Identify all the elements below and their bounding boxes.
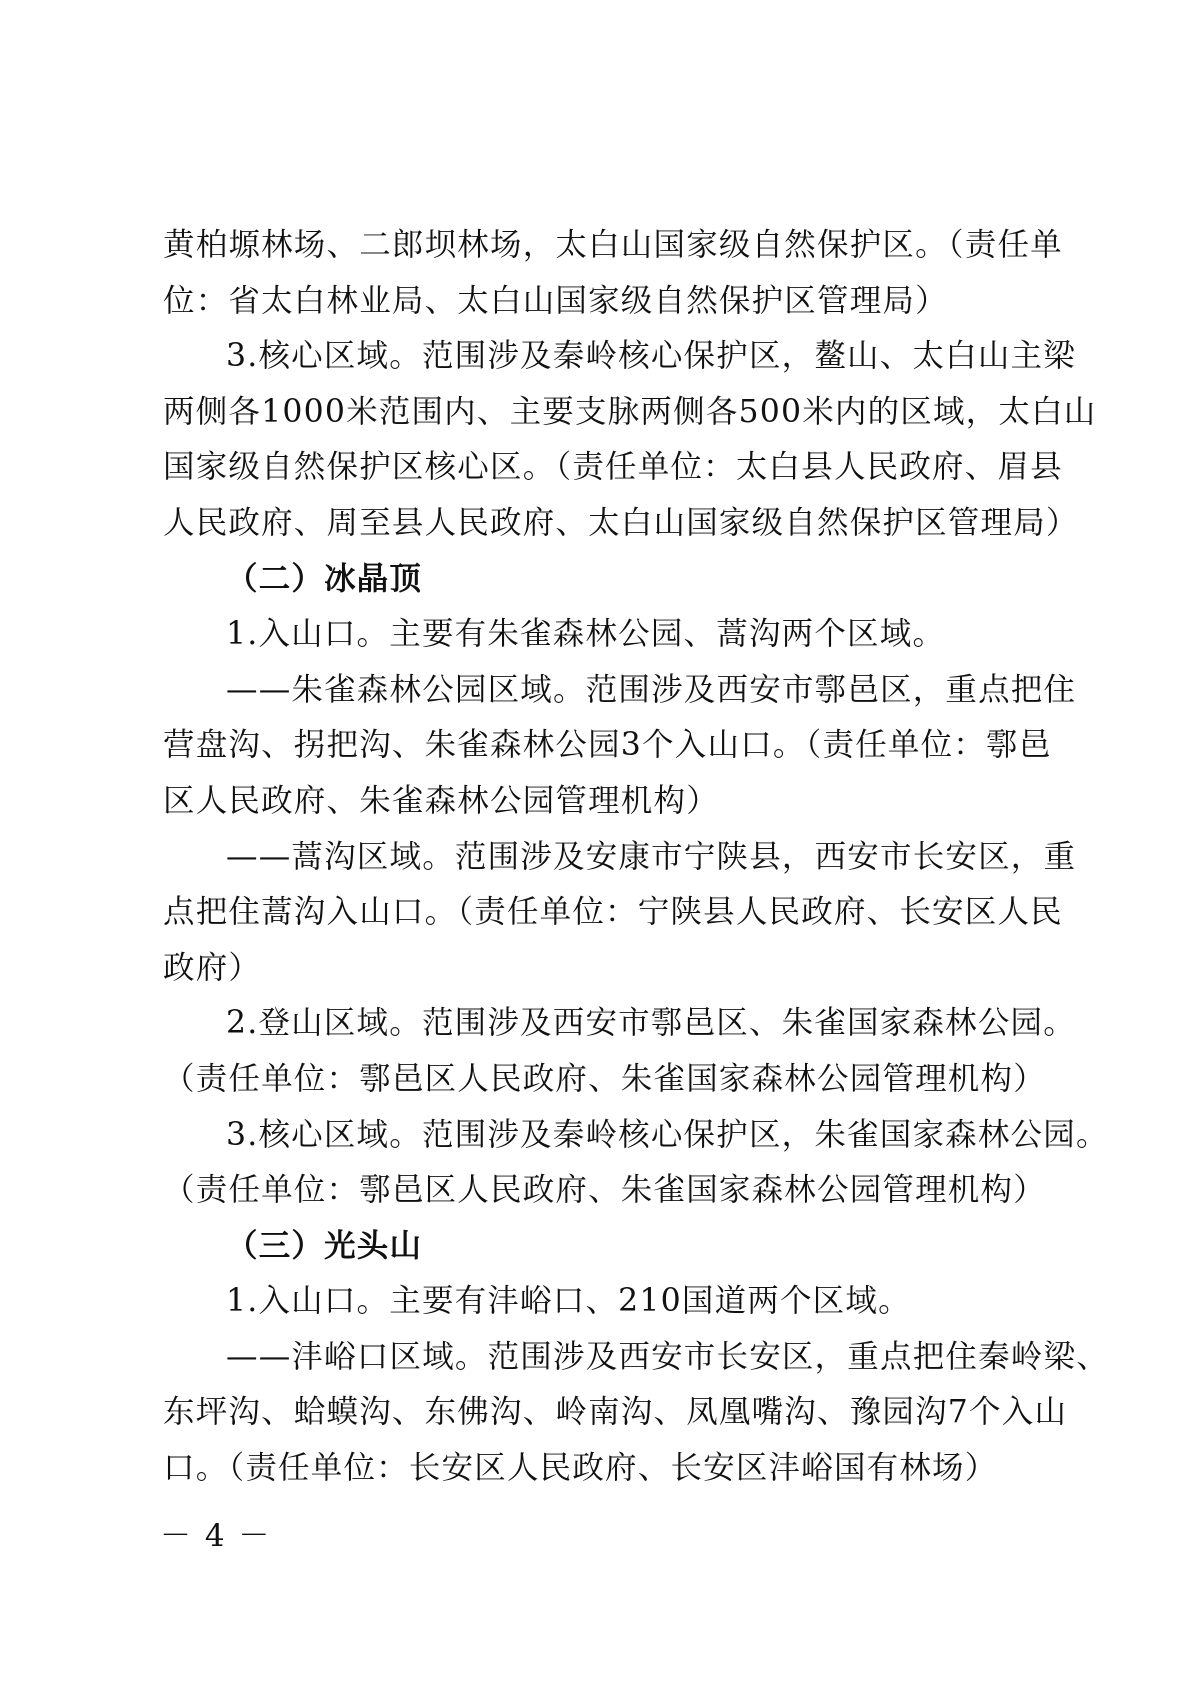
body-line: （责任单位：鄠邑区人民政府、朱雀国家森林公园管理机构） xyxy=(163,1060,1046,1097)
body-line: 3.核心区域。范围涉及秦岭核心保护区，鳌山、太白山主梁 xyxy=(226,338,1076,375)
body-line: 3.核心区域。范围涉及秦岭核心保护区，朱雀国家森林公园。 xyxy=(226,1116,1109,1153)
body-line: 营盘沟、拐把沟、朱雀森林公园3个入山口。（责任单位：鄠邑 xyxy=(163,727,1052,764)
body-line: （责任单位：鄠邑区人民政府、朱雀国家森林公园管理机构） xyxy=(163,1172,1046,1209)
body-line: ——朱雀森林公园区域。范围涉及西安市鄠邑区，重点把住 xyxy=(226,671,1077,708)
section-heading: （二）冰晶顶 xyxy=(226,560,423,597)
body-line: 国家级自然保护区核心区。（责任单位：太白县人民政府、眉县 xyxy=(163,449,1063,486)
body-line: 点把住蒿沟入山口。（责任单位：宁陕县人民政府、长安区人民 xyxy=(163,894,1063,931)
body-line: 两侧各1000米范围内、主要支脉两侧各500米内的区域，太白山 xyxy=(163,393,1097,430)
body-line: 1.入山口。主要有朱雀森林公园、蒿沟两个区域。 xyxy=(226,616,946,653)
document-body xyxy=(163,218,1109,1497)
body-line: 政府） xyxy=(163,949,262,986)
body-line: 区人民政府、朱雀森林公园管理机构） xyxy=(163,782,719,819)
body-line: ——蒿沟区域。范围涉及安康市宁陕县，西安市长安区，重 xyxy=(226,838,1077,875)
body-line: 黄柏塬林场、二郎坝林场，太白山国家级自然保护区。（责任单 xyxy=(163,227,1063,263)
body-line: 人民政府、周至县人民政府、太白山国家级自然保护区管理局） xyxy=(163,504,1079,541)
page-number: － 4 － xyxy=(160,1518,272,1554)
body-line: 1.入山口。主要有沣峪口、210国道两个区域。 xyxy=(226,1283,911,1320)
body-line: 口。（责任单位：长安区人民政府、长安区沣峪国有林场） xyxy=(163,1450,998,1487)
body-line: 位：省太白林业局、太白山国家级自然保护区管理局） xyxy=(163,282,948,319)
body-line: ——沣峪口区域。范围涉及西安市长安区，重点把住秦岭梁、 xyxy=(226,1338,1109,1375)
section-heading: （三）光头山 xyxy=(226,1227,423,1264)
body-line: 2.登山区域。范围涉及西安市鄠邑区、朱雀国家森林公园。 xyxy=(226,1005,1076,1042)
body-line: 东坪沟、蛤蟆沟、东佛沟、岭南沟、凤凰嘴沟、豫园沟7个入山 xyxy=(163,1394,1068,1431)
